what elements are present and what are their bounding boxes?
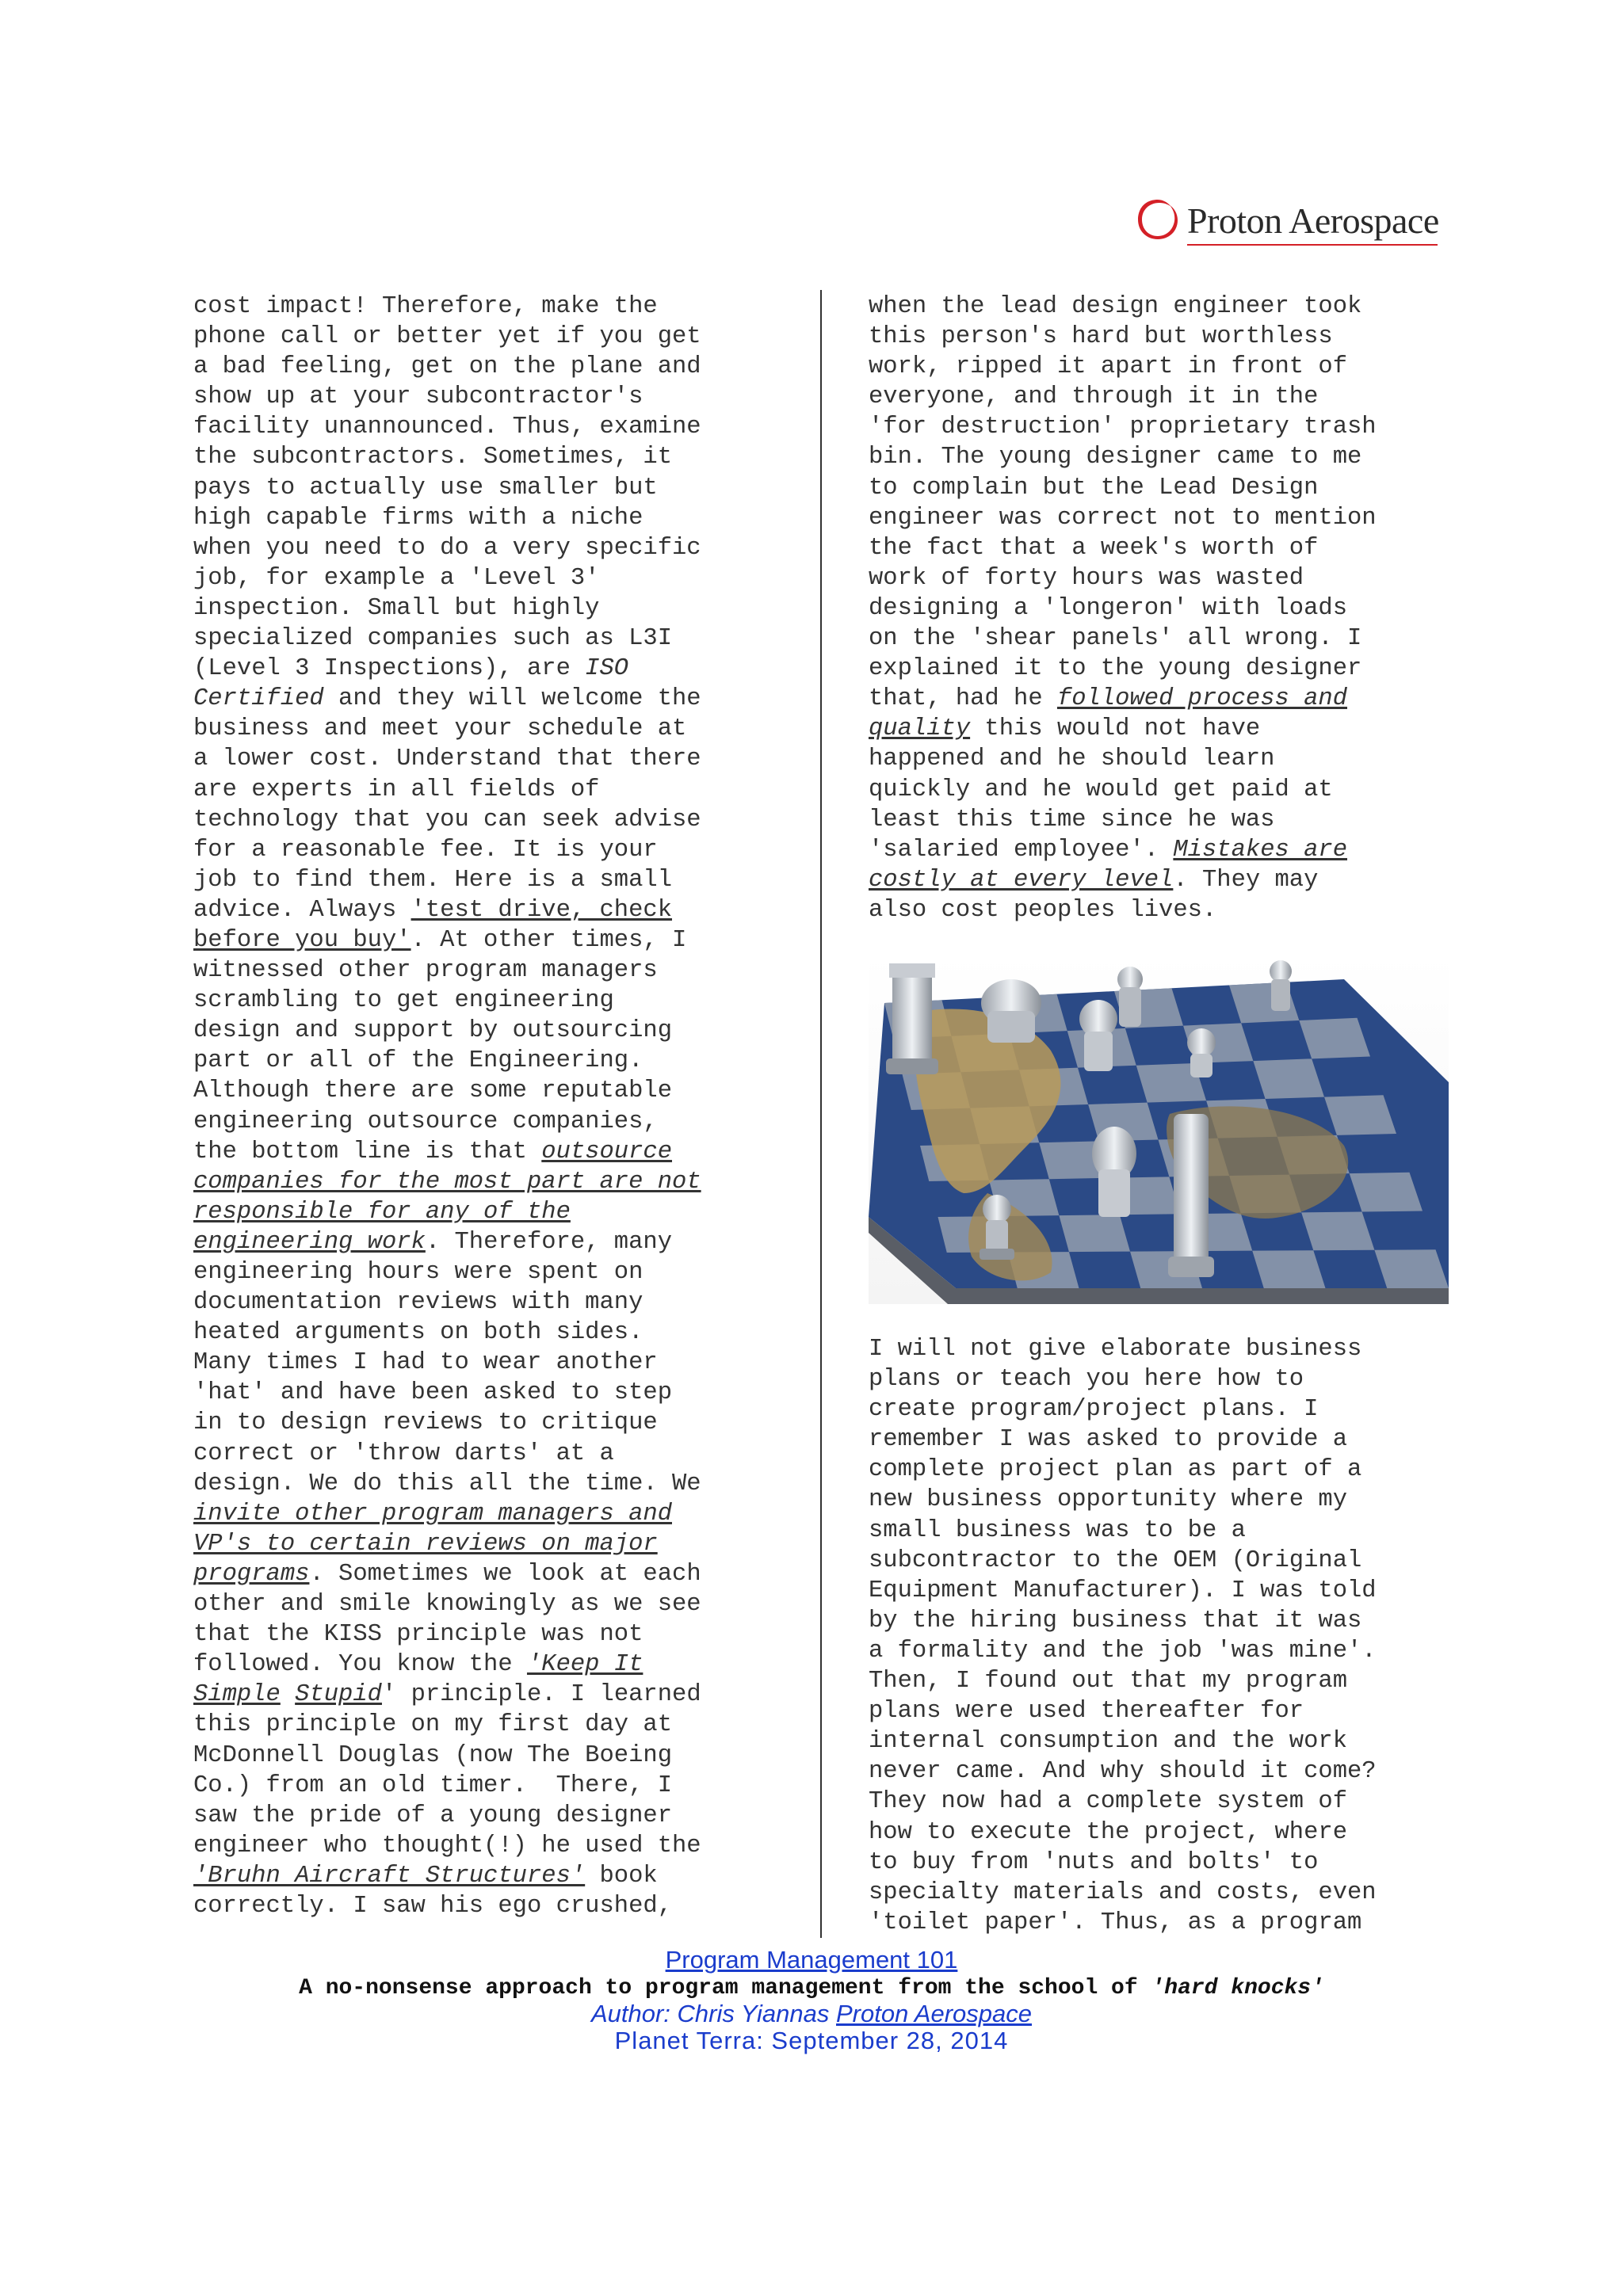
text-span: ' principle. I learned [381, 1681, 701, 1709]
text-span: plans or teach you here how to [869, 1366, 1304, 1394]
text-span: . Sometimes we look at each [309, 1560, 701, 1588]
text-line [869, 1364, 1455, 1394]
text-span: other and smile knowingly as we see [193, 1591, 701, 1619]
text-line [869, 865, 1455, 895]
text-line [193, 925, 780, 955]
text-span: . They may [1173, 866, 1319, 894]
text-line [193, 895, 780, 925]
logo-underline-rule [1187, 244, 1438, 246]
text-span: this would not have [970, 715, 1261, 743]
left-text-column [193, 292, 780, 1921]
emphasized-text: engineering work [193, 1228, 426, 1256]
emphasized-text: costly at every level [869, 866, 1174, 894]
text-line [193, 442, 780, 472]
text-line [869, 1516, 1455, 1546]
text-span: quickly and he would get paid at [869, 776, 1333, 803]
text-line [193, 1801, 780, 1831]
text-span: are experts in all fields of [193, 776, 600, 803]
text-line [193, 1348, 780, 1378]
text-span: work of forty hours was wasted [869, 564, 1304, 592]
text-line [869, 352, 1455, 382]
text-line [869, 744, 1455, 774]
text-line [193, 1076, 780, 1106]
text-line [869, 1908, 1455, 1938]
text-span: bin. The young designer came to me [869, 444, 1362, 471]
text-line [193, 955, 780, 986]
text-line [193, 714, 780, 744]
text-span: to buy from 'nuts and bolts' to [869, 1848, 1319, 1876]
text-span: followed. You know the [193, 1651, 527, 1679]
text-line [193, 865, 780, 895]
text-span: high capable firms with a niche [193, 504, 643, 532]
text-line [869, 382, 1455, 412]
text-line [869, 1606, 1455, 1636]
text-line [193, 412, 780, 442]
text-span: pays to actually use smaller but [193, 474, 658, 502]
text-span: a bad feeling, get on the plane and [193, 353, 701, 381]
emphasized-text: ISO [585, 655, 629, 683]
text-span: a formality and the job 'was mine'. [869, 1637, 1377, 1665]
text-span: this person's hard but worthless [869, 323, 1333, 351]
text-line [193, 322, 780, 352]
text-line [193, 1831, 780, 1861]
text-line [193, 382, 780, 412]
right-text-column-top [869, 292, 1455, 925]
text-line [193, 1589, 780, 1619]
emphasized-text: Mistakes are [1173, 836, 1348, 864]
text-span: specialized companies such as L3I [193, 625, 672, 653]
text-span: work, ripped it apart in front of [869, 353, 1347, 381]
chess-world-map-image [869, 955, 1449, 1304]
text-line [193, 654, 780, 684]
right-text-column-bottom [869, 1334, 1455, 1938]
text-line [869, 1848, 1455, 1878]
text-span: complete project plan as part of a [869, 1456, 1362, 1484]
text-span: witnessed other program managers [193, 957, 658, 985]
text-span: also cost peoples lives. [869, 896, 1217, 924]
text-line [193, 1771, 780, 1801]
text-span: engineer was correct not to mention [869, 504, 1377, 532]
text-span: job to find them. Here is a small [193, 866, 672, 894]
text-span: engineering outsource companies, [193, 1108, 658, 1135]
text-span: design and support by outsourcing [193, 1017, 672, 1045]
text-line [869, 775, 1455, 805]
text-line [193, 1861, 780, 1891]
text-line [193, 1318, 780, 1348]
text-span: facility unannounced. Thus, examine [193, 414, 701, 441]
text-line [869, 1334, 1455, 1364]
text-line [193, 1469, 780, 1499]
text-line [869, 1576, 1455, 1606]
footer-subtitle [0, 1976, 1623, 2000]
text-line [193, 1227, 780, 1257]
text-line [869, 412, 1455, 442]
text-line [869, 563, 1455, 593]
text-line [869, 503, 1455, 533]
text-line [193, 1650, 780, 1680]
text-span: to complain but the Lead Design [869, 474, 1319, 502]
text-span: remember I was asked to provide a [869, 1426, 1347, 1454]
text-span: specialty materials and costs, even [869, 1878, 1377, 1906]
text-line [193, 1167, 780, 1197]
text-line [869, 1485, 1455, 1515]
text-line [193, 292, 780, 322]
column-divider [820, 290, 822, 1938]
text-line [869, 624, 1455, 654]
text-line [869, 1425, 1455, 1455]
text-line [869, 473, 1455, 503]
text-line [193, 1529, 780, 1559]
text-span: design. We do this all the time. We [193, 1470, 701, 1497]
text-span: 'salaried employee'. [869, 836, 1174, 864]
text-span: designing a 'longeron' with loads [869, 594, 1347, 622]
text-line [869, 654, 1455, 684]
text-span [281, 1681, 295, 1708]
text-span: this principle on my first day at [193, 1711, 672, 1739]
text-span: heated arguments on both sides. [193, 1319, 643, 1347]
footer-dateline: Planet Terra: September 28, 2014 [614, 2027, 1009, 2054]
emphasized-text: 'test drive, check [411, 896, 673, 924]
text-line [193, 1287, 780, 1318]
footer-subtitle-text: A no-nonsense approach to program management from the school of [299, 1976, 1151, 2000]
text-span: the fact that a week's worth of [869, 534, 1319, 562]
text-line [869, 835, 1455, 865]
text-span: when you need to do a very specific [193, 534, 701, 562]
text-line [193, 1710, 780, 1740]
text-span: 'for destruction' proprietary trash [869, 414, 1377, 441]
text-span: by the hiring business that it was [869, 1607, 1362, 1634]
text-line [193, 1559, 780, 1589]
text-span: on the 'shear panels' all wrong. I [869, 625, 1362, 653]
text-line [193, 1891, 780, 1921]
footer-author [0, 2000, 1623, 2028]
text-span: technology that you can seek advise [193, 806, 701, 833]
text-span: never came. And why should it come? [869, 1758, 1377, 1786]
text-span: everyone, and through it in the [869, 383, 1319, 411]
footer-title[interactable] [0, 1946, 1623, 1974]
text-span: McDonnell Douglas (now The Boeing [193, 1741, 672, 1769]
text-line [869, 1636, 1455, 1666]
text-span: the bottom line is that [193, 1138, 542, 1165]
text-span: Equipment Manufacturer). I was told [869, 1577, 1377, 1604]
text-span: correctly. I saw his ego crushed, [193, 1892, 672, 1920]
text-line [869, 593, 1455, 624]
text-line [193, 775, 780, 805]
emphasized-text: invite other program managers and [193, 1500, 672, 1527]
emphasized-text: quality [869, 715, 971, 743]
board-tile [1301, 1211, 1374, 1250]
text-line [869, 714, 1455, 744]
emphasized-text: programs [193, 1560, 310, 1588]
text-line [869, 1666, 1455, 1696]
text-span: subcontractor to the OEM (Original [869, 1547, 1362, 1574]
text-span: that, had he [869, 685, 1057, 713]
text-line [869, 533, 1455, 563]
board-tile [1253, 1058, 1324, 1099]
text-line [193, 1408, 780, 1438]
text-line [193, 1257, 780, 1287]
text-span: I will not give elaborate business [869, 1336, 1362, 1363]
text-span: that the KISS principle was not [193, 1621, 643, 1649]
text-span: saw the pride of a young designer [193, 1802, 672, 1829]
emphasized-text: responsible for any of the [193, 1198, 571, 1226]
text-line [869, 1546, 1455, 1576]
text-span: correct or 'throw darts' at a [193, 1440, 614, 1467]
text-line [869, 1817, 1455, 1848]
emphasized-text: Stupid [295, 1681, 382, 1709]
text-line [869, 1455, 1455, 1485]
text-line [869, 684, 1455, 714]
text-line [869, 322, 1455, 352]
text-line [869, 805, 1455, 835]
text-line [869, 442, 1455, 472]
text-span: happened and he should learn [869, 746, 1275, 773]
text-span: in to design reviews to critique [193, 1409, 658, 1437]
text-span: part or all of the Engineering. [193, 1047, 643, 1075]
text-line [193, 1499, 780, 1529]
text-span: a lower cost. Understand that there [193, 746, 701, 773]
text-span: . At other times, I [411, 926, 687, 954]
text-span: small business was to be a [869, 1516, 1246, 1544]
text-span: phone call or better yet if you get [193, 323, 701, 351]
text-line [193, 684, 780, 714]
text-line [193, 805, 780, 835]
text-span: how to execute the project, where [869, 1818, 1347, 1846]
text-span: plans were used thereafter for [869, 1698, 1304, 1726]
text-span: internal consumption and the work [869, 1728, 1347, 1756]
text-span: show up at your subcontractor's [193, 383, 643, 411]
emphasized-text: followed process and [1056, 685, 1348, 713]
emphasized-text: VP's to certain reviews on major [193, 1530, 658, 1558]
text-span: They now had a complete system of [869, 1788, 1347, 1816]
emphasized-text: Certified [193, 685, 324, 713]
text-span: job, for example a 'Level 3' [193, 564, 600, 592]
text-line [193, 1378, 780, 1408]
board-tile [1252, 1250, 1325, 1288]
text-line [869, 1756, 1455, 1787]
text-line [193, 1107, 780, 1137]
text-line [869, 1787, 1455, 1817]
emphasized-text: Simple [193, 1681, 281, 1709]
proton-aerospace-logo [1135, 190, 1452, 254]
footer-author-text: Author: Chris Yiannas [590, 2000, 836, 2027]
text-line [193, 1680, 780, 1710]
text-line [193, 503, 780, 533]
text-line [193, 1016, 780, 1046]
text-span: 'hat' and have been asked to step [193, 1379, 672, 1407]
text-span: create program/project plans. I [869, 1396, 1319, 1424]
text-span: business and meet your schedule at [193, 715, 687, 743]
text-span: inspection. Small but highly [193, 594, 600, 622]
board-tile [1374, 1249, 1449, 1288]
footer-author-link[interactable]: Proton Aerospace [836, 2000, 1033, 2027]
text-line [193, 986, 780, 1016]
text-span: and they will welcome the [323, 685, 701, 713]
text-line [193, 1619, 780, 1650]
text-span: Many times I had to wear another [193, 1349, 658, 1377]
text-span: book [585, 1862, 658, 1890]
text-line [869, 1726, 1455, 1756]
text-line [193, 1439, 780, 1469]
text-line [869, 292, 1455, 322]
text-line [193, 1046, 780, 1076]
text-span: scrambling to get engineering [193, 987, 614, 1015]
text-span: . Therefore, many [425, 1228, 673, 1256]
text-span: for a reasonable fee. It is your [193, 836, 658, 864]
text-line [193, 563, 780, 593]
text-span: advice. Always [193, 896, 411, 924]
text-line [193, 533, 780, 563]
text-span: documentation reviews with many [193, 1289, 643, 1317]
text-span: (Level 3 Inspections), are [193, 655, 586, 683]
text-span: least this time since he was [869, 806, 1275, 833]
emphasized-text: before you buy' [193, 926, 411, 954]
board-tile [1059, 1215, 1130, 1252]
text-line [193, 1741, 780, 1771]
text-line [193, 352, 780, 382]
emphasized-text: outsource [541, 1138, 673, 1165]
footer-subtitle-emphasis: 'hard knocks' [1151, 1976, 1324, 2000]
footer-title-link[interactable]: Program Management 101 [665, 1946, 958, 1974]
text-line [193, 1197, 780, 1227]
text-line [193, 835, 780, 865]
text-line [869, 1394, 1455, 1425]
text-span: new business opportunity where my [869, 1486, 1347, 1514]
logo-wordmark: Proton Aerospace [1187, 200, 1439, 241]
text-span: Although there are some reputable [193, 1077, 672, 1105]
text-line [193, 624, 780, 654]
text-line [869, 895, 1455, 925]
red-swirl-ring-icon [1135, 196, 1181, 242]
text-span: explained it to the young designer [869, 655, 1362, 683]
text-span: engineer who thought(!) he used the [193, 1832, 701, 1859]
emphasized-text: companies for the most part are not [193, 1168, 701, 1196]
text-span: cost impact! Therefore, make the [193, 293, 658, 320]
text-line [193, 744, 780, 774]
emphasized-text: 'Bruhn Aircraft Structures' [193, 1862, 586, 1890]
emphasized-text: 'Keep It [526, 1651, 643, 1679]
text-line [193, 1137, 780, 1167]
text-span: Then, I found out that my program [869, 1668, 1347, 1695]
text-span: 'toilet paper'. Thus, as a program [869, 1909, 1362, 1936]
text-span: when the lead design engineer took [869, 293, 1362, 320]
text-line [869, 1696, 1455, 1726]
text-line [869, 1878, 1455, 1908]
text-span: the subcontractors. Sometimes, it [193, 444, 672, 471]
text-line [193, 473, 780, 503]
text-span: Co.) from an old timer. There, I [193, 1772, 672, 1799]
text-line [193, 593, 780, 624]
text-span: engineering hours were spent on [193, 1259, 643, 1286]
